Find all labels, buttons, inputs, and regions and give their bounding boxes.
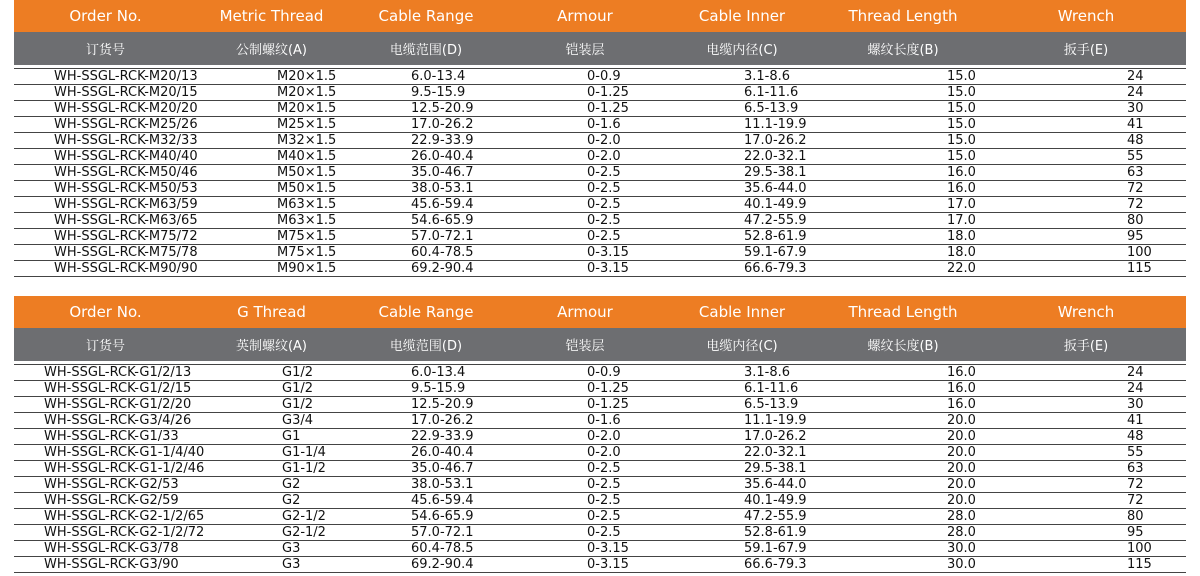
cable-range-cell: 54.6-65.9 — [411, 509, 474, 524]
wrench-cell: 24 — [1127, 365, 1144, 380]
wrench-cell: 115 — [1127, 261, 1152, 276]
cable-inner-cell: 59.1-67.9 — [744, 245, 807, 260]
table-row — [14, 461, 1186, 477]
cable-inner-cell: 40.1-49.9 — [744, 197, 807, 212]
header-row-english — [14, 0, 1186, 32]
header-cable-range-cn: 电缆范围(D) — [389, 43, 463, 58]
header-thread: G Thread — [237, 303, 306, 321]
header-thread-length: Thread Length — [848, 7, 958, 25]
thread-length-cell: 18.0 — [947, 229, 976, 244]
armour-cell: 0-2.0 — [587, 429, 621, 444]
order-no-cell: WH-SSGL-RCK-G1/2/13 — [44, 365, 192, 380]
thread-cell: G1/2 — [282, 381, 313, 396]
thread-length-cell: 30.0 — [947, 557, 976, 572]
thread-length-cell: 15.0 — [947, 85, 976, 100]
header-row-chinese — [14, 32, 1186, 65]
cable-range-cell: 22.9-33.9 — [411, 429, 474, 444]
cable-inner-cell: 6.1-11.6 — [744, 381, 799, 396]
cable-inner-cell: 22.0-32.1 — [744, 149, 807, 164]
cable-inner-cell: 11.1-19.9 — [744, 413, 807, 428]
thread-cell: G3 — [282, 541, 301, 556]
wrench-cell: 30 — [1127, 101, 1144, 116]
thread-length-cell: 20.0 — [947, 461, 976, 476]
table-row — [14, 493, 1186, 509]
header-cable-inner-cn: 电缆内径(C) — [706, 43, 778, 58]
armour-cell: 0-0.9 — [587, 69, 621, 84]
order-no-cell: WH-SSGL-RCK-M63/59 — [54, 197, 198, 212]
header-order-no: Order No. — [69, 7, 142, 25]
header-armour: Armour — [557, 7, 613, 25]
header-cable-range: Cable Range — [378, 7, 474, 25]
cable-inner-cell: 66.6-79.3 — [744, 261, 807, 276]
cable-range-cell: 9.5-15.9 — [411, 381, 466, 396]
thread-cell: G2-1/2 — [282, 509, 326, 524]
thread-cell: G3/4 — [282, 413, 313, 428]
thread-cell: M25×1.5 — [277, 117, 337, 132]
wrench-cell: 48 — [1127, 133, 1144, 148]
cable-inner-cell: 29.5-38.1 — [744, 461, 807, 476]
armour-cell: 0-2.5 — [587, 197, 621, 212]
cable-range-cell: 38.0-53.1 — [411, 477, 474, 492]
thread-cell: M20×1.5 — [277, 69, 337, 84]
table-row — [14, 149, 1186, 165]
cable-inner-cell: 40.1-49.9 — [744, 493, 807, 508]
order-no-cell: WH-SSGL-RCK-G2-1/2/65 — [44, 509, 205, 524]
table-row — [14, 477, 1186, 493]
cable-range-cell: 35.0-46.7 — [411, 461, 474, 476]
wrench-cell: 63 — [1127, 461, 1144, 476]
wrench-cell: 24 — [1127, 381, 1144, 396]
thread-length-cell: 22.0 — [947, 261, 976, 276]
thread-length-cell: 15.0 — [947, 133, 976, 148]
armour-cell: 0-2.5 — [587, 181, 621, 196]
thread-cell: M50×1.5 — [277, 181, 337, 196]
armour-cell: 0-0.9 — [587, 365, 621, 380]
header-cable-inner: Cable Inner — [698, 303, 786, 321]
header-armour: Armour — [557, 303, 613, 321]
table-body — [14, 68, 1186, 277]
armour-cell: 0-1.25 — [587, 397, 629, 412]
thread-cell: G1-1/4 — [282, 445, 326, 460]
header-wrench-cn: 扳手(E) — [1063, 43, 1109, 58]
table-body — [14, 364, 1186, 573]
wrench-cell: 41 — [1127, 117, 1144, 132]
thread-length-cell: 16.0 — [947, 165, 976, 180]
armour-cell: 0-3.15 — [587, 541, 629, 556]
thread-cell: M50×1.5 — [277, 165, 337, 180]
wrench-cell: 72 — [1127, 181, 1144, 196]
header-armour-cn: 铠装层 — [565, 43, 605, 58]
wrench-cell: 115 — [1127, 557, 1152, 572]
cable-inner-cell: 35.6-44.0 — [744, 181, 807, 196]
armour-cell: 0-2.5 — [587, 525, 621, 540]
thread-cell: G2 — [282, 493, 301, 508]
header-thread-length-cn: 螺纹长度(B) — [867, 43, 939, 58]
thread-length-cell: 15.0 — [947, 69, 976, 84]
table-row — [14, 525, 1186, 541]
table-row — [14, 165, 1186, 181]
table-row — [14, 85, 1186, 101]
header-thread: Metric Thread — [219, 7, 324, 25]
table-row — [14, 365, 1186, 381]
header-order-no-cn: 订货号 — [85, 43, 125, 58]
cable-inner-cell: 17.0-26.2 — [744, 429, 807, 444]
order-no-cell: WH-SSGL-RCK-G3/90 — [44, 557, 179, 572]
cable-inner-cell: 47.2-55.9 — [744, 213, 807, 228]
header-thread-length: Thread Length — [848, 303, 958, 321]
thread-cell: G2 — [282, 477, 301, 492]
thread-length-cell: 16.0 — [947, 381, 976, 396]
armour-cell: 0-2.5 — [587, 461, 621, 476]
cable-range-cell: 12.5-20.9 — [411, 101, 474, 116]
wrench-cell: 72 — [1127, 493, 1144, 508]
cable-inner-cell: 47.2-55.9 — [744, 509, 807, 524]
cable-inner-cell: 11.1-19.9 — [744, 117, 807, 132]
wrench-cell: 48 — [1127, 429, 1144, 444]
cable-inner-cell: 6.5-13.9 — [744, 397, 799, 412]
cable-range-cell: 17.0-26.2 — [411, 413, 474, 428]
header-cable-inner: Cable Inner — [698, 7, 786, 25]
cable-range-cell: 6.0-13.4 — [411, 69, 466, 84]
order-no-cell: WH-SSGL-RCK-M32/33 — [54, 133, 198, 148]
cable-range-cell: 35.0-46.7 — [411, 165, 474, 180]
order-no-cell: WH-SSGL-RCK-G1-1/2/46 — [44, 461, 205, 476]
thread-length-cell: 15.0 — [947, 149, 976, 164]
cable-inner-cell: 66.6-79.3 — [744, 557, 807, 572]
table-row — [14, 245, 1186, 261]
order-no-cell: WH-SSGL-RCK-M25/26 — [54, 117, 198, 132]
cable-inner-cell: 52.8-61.9 — [744, 229, 807, 244]
table-row — [14, 381, 1186, 397]
table-row — [14, 413, 1186, 429]
thread-cell: M32×1.5 — [277, 133, 337, 148]
cable-range-cell: 69.2-90.4 — [411, 557, 474, 572]
thread-cell: G3 — [282, 557, 301, 572]
thread-length-cell: 16.0 — [947, 181, 976, 196]
wrench-cell: 55 — [1127, 149, 1144, 164]
table-row — [14, 101, 1186, 117]
thread-cell: M63×1.5 — [277, 213, 337, 228]
thread-length-cell: 16.0 — [947, 365, 976, 380]
thread-length-cell: 17.0 — [947, 197, 976, 212]
order-no-cell: WH-SSGL-RCK-M50/53 — [54, 181, 198, 196]
armour-cell: 0-2.5 — [587, 493, 621, 508]
header-row-english — [14, 296, 1186, 328]
metric-thread-table — [14, 0, 1186, 277]
thread-length-cell: 15.0 — [947, 101, 976, 116]
armour-cell: 0-2.0 — [587, 133, 621, 148]
thread-cell: M63×1.5 — [277, 197, 337, 212]
header-cable-range-cn: 电缆范围(D) — [389, 339, 463, 354]
cable-inner-cell: 3.1-8.6 — [744, 69, 791, 84]
wrench-cell: 80 — [1127, 509, 1144, 524]
table-row — [14, 509, 1186, 525]
g-thread-table — [14, 296, 1186, 573]
order-no-cell: WH-SSGL-RCK-M90/90 — [54, 261, 198, 276]
armour-cell: 0-2.0 — [587, 445, 621, 460]
armour-cell: 0-2.0 — [587, 149, 621, 164]
cable-range-cell: 26.0-40.4 — [411, 445, 474, 460]
thread-cell: M20×1.5 — [277, 101, 337, 116]
armour-cell: 0-3.15 — [587, 245, 629, 260]
cable-range-cell: 26.0-40.4 — [411, 149, 474, 164]
armour-cell: 0-3.15 — [587, 261, 629, 276]
wrench-cell: 100 — [1127, 541, 1152, 556]
thread-cell: M75×1.5 — [277, 229, 337, 244]
table-row — [14, 197, 1186, 213]
header-order-no: Order No. — [69, 303, 142, 321]
order-no-cell: WH-SSGL-RCK-G1/33 — [44, 429, 179, 444]
thread-cell: G1 — [282, 429, 301, 444]
armour-cell: 0-2.5 — [587, 165, 621, 180]
table-row — [14, 117, 1186, 133]
wrench-cell: 72 — [1127, 477, 1144, 492]
header-thread-cn: 英制螺纹(A) — [235, 339, 308, 354]
cable-range-cell: 22.9-33.9 — [411, 133, 474, 148]
cable-range-cell: 45.6-59.4 — [411, 493, 474, 508]
header-thread-length-cn: 螺纹长度(B) — [867, 339, 939, 354]
armour-cell: 0-3.15 — [587, 557, 629, 572]
order-no-cell: WH-SSGL-RCK-M40/40 — [54, 149, 198, 164]
cable-range-cell: 54.6-65.9 — [411, 213, 474, 228]
armour-cell: 0-1.25 — [587, 85, 629, 100]
cable-inner-cell: 3.1-8.6 — [744, 365, 791, 380]
wrench-cell: 95 — [1127, 525, 1144, 540]
armour-cell: 0-1.6 — [587, 117, 621, 132]
thread-length-cell: 20.0 — [947, 445, 976, 460]
armour-cell: 0-1.25 — [587, 381, 629, 396]
wrench-cell: 41 — [1127, 413, 1144, 428]
header-wrench: Wrench — [1057, 7, 1115, 25]
header-cable-range: Cable Range — [378, 303, 474, 321]
table-row — [14, 397, 1186, 413]
order-no-cell: WH-SSGL-RCK-G1/2/15 — [44, 381, 192, 396]
cable-range-cell: 17.0-26.2 — [411, 117, 474, 132]
cable-inner-cell: 52.8-61.9 — [744, 525, 807, 540]
wrench-cell: 24 — [1127, 85, 1144, 100]
cable-range-cell: 12.5-20.9 — [411, 397, 474, 412]
cable-range-cell: 57.0-72.1 — [411, 229, 474, 244]
order-no-cell: WH-SSGL-RCK-M20/20 — [54, 101, 198, 116]
header-thread-cn: 公制螺纹(A) — [235, 43, 308, 58]
cable-range-cell: 57.0-72.1 — [411, 525, 474, 540]
wrench-cell: 30 — [1127, 397, 1144, 412]
cable-range-cell: 9.5-15.9 — [411, 85, 466, 100]
header-wrench-cn: 扳手(E) — [1063, 339, 1109, 354]
thread-length-cell: 20.0 — [947, 493, 976, 508]
thread-cell: G2-1/2 — [282, 525, 326, 540]
order-no-cell: WH-SSGL-RCK-M75/78 — [54, 245, 198, 260]
thread-length-cell: 20.0 — [947, 477, 976, 492]
header-armour-cn: 铠装层 — [565, 339, 605, 354]
armour-cell: 0-2.5 — [587, 477, 621, 492]
thread-length-cell: 28.0 — [947, 525, 976, 540]
header-cable-inner-cn: 电缆内径(C) — [706, 339, 778, 354]
wrench-cell: 100 — [1127, 245, 1152, 260]
order-no-cell: WH-SSGL-RCK-G1/2/20 — [44, 397, 192, 412]
armour-cell: 0-1.6 — [587, 413, 621, 428]
wrench-cell: 63 — [1127, 165, 1144, 180]
thread-cell: G1-1/2 — [282, 461, 326, 476]
cable-inner-cell: 59.1-67.9 — [744, 541, 807, 556]
cable-inner-cell: 22.0-32.1 — [744, 445, 807, 460]
order-no-cell: WH-SSGL-RCK-M20/15 — [54, 85, 198, 100]
thread-cell: M40×1.5 — [277, 149, 337, 164]
table-row — [14, 261, 1186, 277]
cable-range-cell: 60.4-78.5 — [411, 541, 474, 556]
order-no-cell: WH-SSGL-RCK-G1-1/4/40 — [44, 445, 205, 460]
wrench-cell: 24 — [1127, 69, 1144, 84]
cable-inner-cell: 17.0-26.2 — [744, 133, 807, 148]
cable-range-cell: 38.0-53.1 — [411, 181, 474, 196]
order-no-cell: WH-SSGL-RCK-G3/78 — [44, 541, 179, 556]
thread-length-cell: 28.0 — [947, 509, 976, 524]
wrench-cell: 95 — [1127, 229, 1144, 244]
table-row — [14, 557, 1186, 573]
order-no-cell: WH-SSGL-RCK-G2-1/2/72 — [44, 525, 205, 540]
order-no-cell: WH-SSGL-RCK-M63/65 — [54, 213, 198, 228]
thread-cell: G1/2 — [282, 397, 313, 412]
table-row — [14, 229, 1186, 245]
thread-length-cell: 20.0 — [947, 429, 976, 444]
armour-cell: 0-2.5 — [587, 229, 621, 244]
armour-cell: 0-1.25 — [587, 101, 629, 116]
thread-length-cell: 15.0 — [947, 117, 976, 132]
thread-cell: G1/2 — [282, 365, 313, 380]
wrench-cell: 55 — [1127, 445, 1144, 460]
thread-length-cell: 18.0 — [947, 245, 976, 260]
armour-cell: 0-2.5 — [587, 509, 621, 524]
table-row — [14, 69, 1186, 85]
thread-length-cell: 30.0 — [947, 541, 976, 556]
table-row — [14, 213, 1186, 229]
order-no-cell: WH-SSGL-RCK-G2/53 — [44, 477, 179, 492]
order-no-cell: WH-SSGL-RCK-G2/59 — [44, 493, 179, 508]
wrench-cell: 80 — [1127, 213, 1144, 228]
cable-range-cell: 69.2-90.4 — [411, 261, 474, 276]
order-no-cell: WH-SSGL-RCK-M50/46 — [54, 165, 198, 180]
cable-inner-cell: 6.5-13.9 — [744, 101, 799, 116]
table-row — [14, 133, 1186, 149]
order-no-cell: WH-SSGL-RCK-M75/72 — [54, 229, 198, 244]
thread-cell: M75×1.5 — [277, 245, 337, 260]
header-wrench: Wrench — [1057, 303, 1115, 321]
order-no-cell: WH-SSGL-RCK-M20/13 — [54, 69, 198, 84]
table-row — [14, 429, 1186, 445]
thread-length-cell: 20.0 — [947, 413, 976, 428]
thread-length-cell: 16.0 — [947, 397, 976, 412]
cable-inner-cell: 6.1-11.6 — [744, 85, 799, 100]
cable-range-cell: 45.6-59.4 — [411, 197, 474, 212]
cable-range-cell: 60.4-78.5 — [411, 245, 474, 260]
thread-cell: M20×1.5 — [277, 85, 337, 100]
cable-range-cell: 6.0-13.4 — [411, 365, 466, 380]
cable-inner-cell: 35.6-44.0 — [744, 477, 807, 492]
thread-length-cell: 17.0 — [947, 213, 976, 228]
table-row — [14, 181, 1186, 197]
thread-cell: M90×1.5 — [277, 261, 337, 276]
cable-inner-cell: 29.5-38.1 — [744, 165, 807, 180]
wrench-cell: 72 — [1127, 197, 1144, 212]
armour-cell: 0-2.5 — [587, 213, 621, 228]
order-no-cell: WH-SSGL-RCK-G3/4/26 — [44, 413, 192, 428]
header-order-no-cn: 订货号 — [85, 339, 125, 354]
table-row — [14, 445, 1186, 461]
header-row-chinese — [14, 328, 1186, 361]
table-row — [14, 541, 1186, 557]
